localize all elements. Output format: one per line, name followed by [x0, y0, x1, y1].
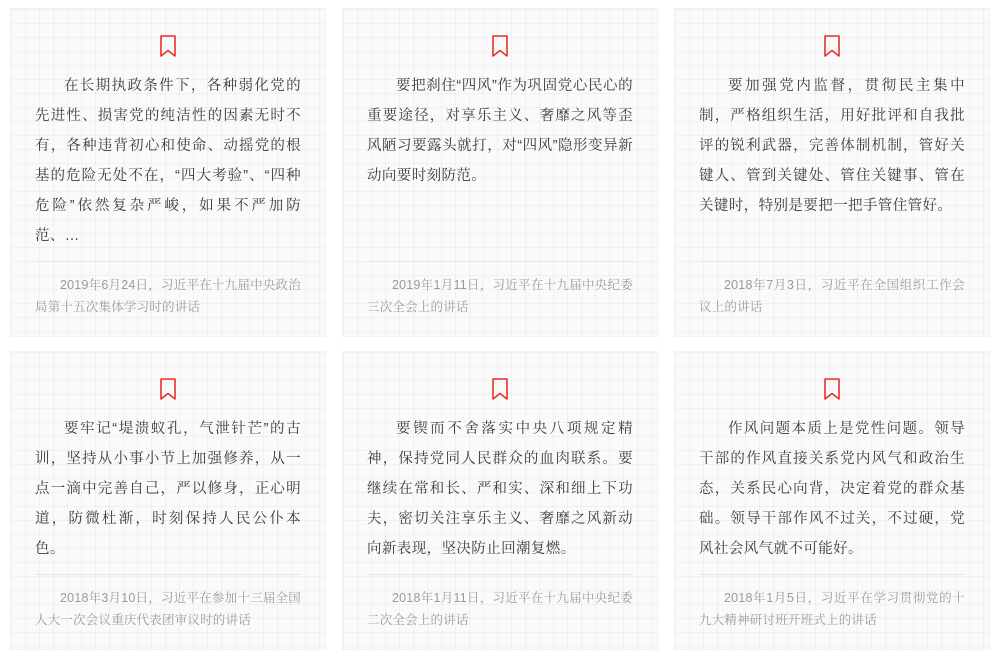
quote-text: 要把刹住“四风”作为巩固党心民心的重要途径，对享乐主义、奢靡之风等歪风陋习要露头就打，对“四风”隐形变异新动向要时刻防范。: [367, 78, 633, 184]
bookmark-icon: [159, 378, 177, 400]
quote-card[interactable]: [674, 8, 990, 337]
quote-text: 在长期执政条件下，各种弱化党的先进性、损害党的纯洁性的因素无时不有，各种违背初心和使命、动摇党的根基的危险无处不在，“四大考验”、“四种危险”依然复杂严峻，如果不严加防范、…: [35, 78, 301, 244]
card-divider: [35, 574, 301, 575]
quote-source: 2019年1月11日，习近平在十九届中央纪委三次全会上的讲话: [367, 278, 633, 314]
bookmark-icon: [159, 35, 177, 57]
quote-card[interactable]: [674, 351, 990, 650]
bookmark-icon: [823, 35, 841, 57]
card-divider: [699, 574, 965, 575]
quote-source: 2018年3月10日，习近平在参加十三届全国人大一次会议重庆代表团审议时的讲话: [35, 591, 301, 627]
bookmark-icon: [491, 35, 509, 57]
quote-text: 要锲而不舍落实中央八项规定精神，保持党同人民群众的血肉联系。要继续在常和长、严和实、深和细上下功夫，密切关注享乐主义、奢靡之风新动向新表现，坚决防止回潮复燃。: [367, 421, 633, 557]
quote-source: 2018年7月3日，习近平在全国组织工作会议上的讲话: [699, 278, 965, 314]
card-divider: [699, 261, 965, 262]
bookmark-icon: [491, 378, 509, 400]
card-divider: [367, 574, 633, 575]
quote-card[interactable]: [342, 351, 658, 650]
quote-card[interactable]: [10, 8, 326, 337]
quote-source: 2018年1月5日，习近平在学习贯彻党的十九大精神研讨班开班式上的讲话: [699, 591, 965, 627]
quote-source: 2018年1月11日，习近平在十九届中央纪委二次全会上的讲话: [367, 591, 633, 627]
bookmark-icon: [823, 378, 841, 400]
quote-text: 作风问题本质上是党性问题。领导干部的作风直接关系党内风气和政治生态，关系民心向背，决定着党的群众基础。领导干部作风不过关，不过硬，党风社会风气就不可能好。: [699, 421, 965, 557]
card-divider: [367, 261, 633, 262]
quote-card[interactable]: [10, 351, 326, 650]
quote-source: 2019年6月24日，习近平在十九届中央政治局第十五次集体学习时的讲话: [35, 278, 301, 314]
card-divider: [35, 261, 301, 262]
quote-text: 要牢记“堤溃蚁孔，气泄针芒”的古训，坚持从小事小节上加强修养，从一点一滴中完善自己，严以修身，正心明道，防微杜渐，时刻保持人民公仆本色。: [35, 421, 301, 557]
quote-text: 要加强党内监督，贯彻民主集中制，严格组织生活，用好批评和自我批评的锐利武器，完善体制机制，管好关键人、管到关键处、管住关键事、管在关键时，特别是要把一把手管住管好。: [699, 78, 965, 214]
quote-card[interactable]: [342, 8, 658, 337]
